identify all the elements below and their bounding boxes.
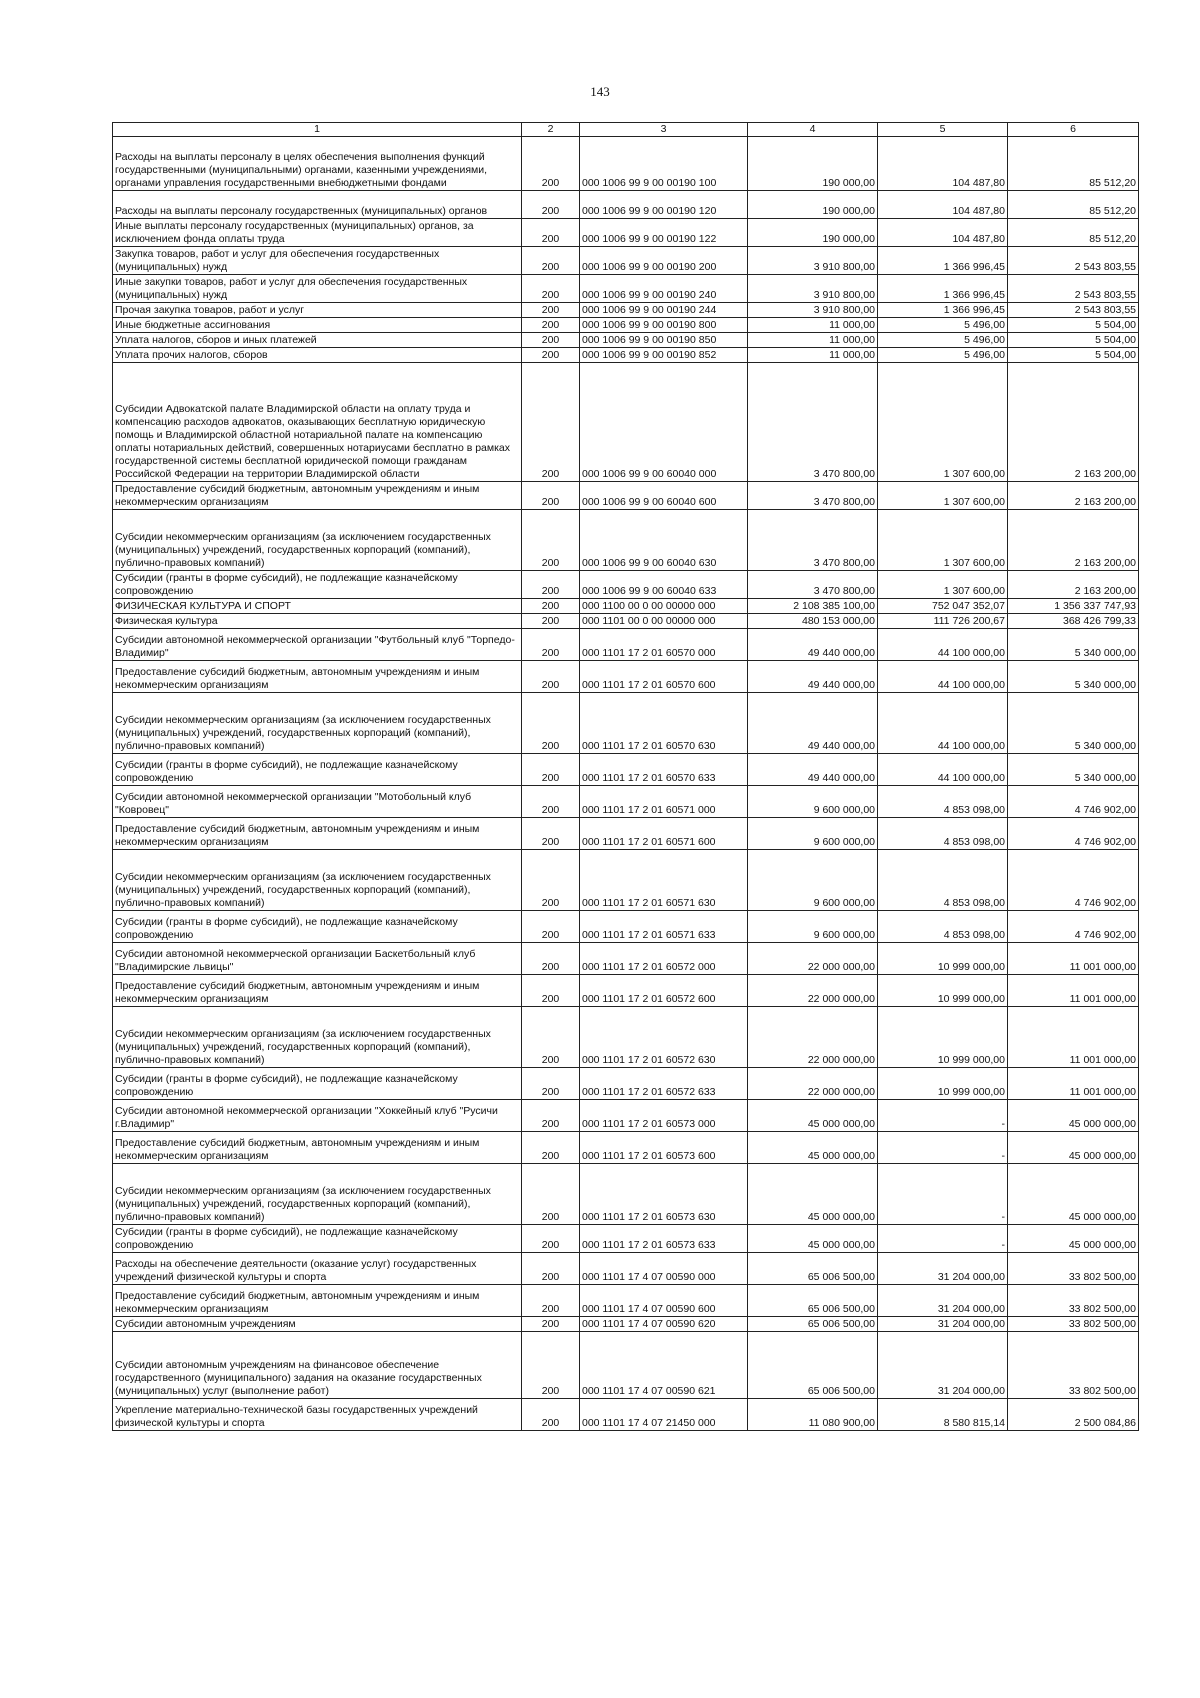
row-approved-amount-cell: 65 006 500,00 — [748, 1285, 878, 1317]
row-executed-amount-cell: 31 204 000,00 — [878, 1285, 1008, 1317]
table-row — [113, 275, 1139, 303]
table-row — [113, 1100, 1139, 1132]
table-row — [113, 661, 1139, 693]
table-row — [113, 303, 1139, 318]
row-executed-amount-cell: 44 100 000,00 — [878, 693, 1008, 754]
row-approved-amount-cell: 22 000 000,00 — [748, 975, 878, 1007]
row-executed-amount-cell: 111 726 200,67 — [878, 614, 1008, 629]
table-row — [113, 1399, 1139, 1431]
row-unexecuted-amount-cell: 11 001 000,00 — [1008, 1007, 1139, 1068]
row-admin-code-cell: 200 — [522, 191, 580, 219]
row-name-cell — [113, 571, 522, 599]
row-admin-code-cell: 200 — [522, 348, 580, 363]
row-admin-code-cell: 200 — [522, 1399, 580, 1431]
row-name-cell — [113, 482, 522, 510]
row-name-cell — [113, 363, 522, 482]
row-name-cell — [113, 219, 522, 247]
row-name-cell — [113, 1253, 522, 1285]
row-name-text: Уплата налогов, сборов и иных платежей — [115, 334, 317, 346]
row-name-cell — [113, 1100, 522, 1132]
row-approved-amount-cell: 3 470 800,00 — [748, 363, 878, 482]
row-name-text: Субсидии (гранты в форме субсидий), не подлежащие казначейскому сопровождению — [115, 916, 458, 941]
row-name-cell — [113, 599, 522, 614]
table-row — [113, 1317, 1139, 1332]
row-budget-code-cell: 000 1101 17 2 01 60571 633 — [580, 911, 748, 943]
row-approved-amount-cell: 9 600 000,00 — [748, 818, 878, 850]
row-executed-amount-cell: 44 100 000,00 — [878, 661, 1008, 693]
row-name-cell — [113, 1132, 522, 1164]
row-name-cell — [113, 1317, 522, 1332]
row-approved-amount-cell: 11 000,00 — [748, 318, 878, 333]
row-approved-amount-cell: 9 600 000,00 — [748, 786, 878, 818]
table-row — [113, 318, 1139, 333]
column-header-3: 3 — [580, 123, 748, 137]
table-row — [113, 975, 1139, 1007]
row-approved-amount-cell: 22 000 000,00 — [748, 1068, 878, 1100]
row-admin-code-cell: 200 — [522, 599, 580, 614]
table-row — [113, 1007, 1139, 1068]
row-name-text: Закупка товаров, работ и услуг для обеспечения государственных (муниципальных) нужд — [115, 248, 440, 273]
table-row — [113, 348, 1139, 363]
row-admin-code-cell: 200 — [522, 1164, 580, 1225]
row-name-text: Субсидии (гранты в форме субсидий), не подлежащие казначейскому сопровождению — [115, 1226, 458, 1251]
row-unexecuted-amount-cell: 2 500 084,86 — [1008, 1399, 1139, 1431]
row-name-text: Предоставление субсидий бюджетным, автономным учреждениям и иным некоммерческим организациям — [115, 483, 480, 508]
row-name-cell — [113, 818, 522, 850]
row-unexecuted-amount-cell: 2 543 803,55 — [1008, 275, 1139, 303]
row-admin-code-cell: 200 — [522, 943, 580, 975]
row-unexecuted-amount-cell: 33 802 500,00 — [1008, 1253, 1139, 1285]
row-unexecuted-amount-cell: 33 802 500,00 — [1008, 1285, 1139, 1317]
row-budget-code-cell: 000 1101 17 4 07 00590 600 — [580, 1285, 748, 1317]
table-row — [113, 137, 1139, 191]
row-name-cell — [113, 614, 522, 629]
row-budget-code-cell: 000 1101 17 2 01 60572 630 — [580, 1007, 748, 1068]
column-header-2: 2 — [522, 123, 580, 137]
row-admin-code-cell: 200 — [522, 1068, 580, 1100]
row-name-text: Уплата прочих налогов, сборов — [115, 349, 268, 361]
row-name-cell — [113, 348, 522, 363]
row-approved-amount-cell: 49 440 000,00 — [748, 754, 878, 786]
row-executed-amount-cell: 10 999 000,00 — [878, 1007, 1008, 1068]
row-admin-code-cell: 200 — [522, 1132, 580, 1164]
row-executed-amount-cell: 31 204 000,00 — [878, 1332, 1008, 1399]
row-name-text: Предоставление субсидий бюджетным, автономным учреждениям и иным некоммерческим организациям — [115, 1290, 480, 1315]
row-approved-amount-cell: 3 470 800,00 — [748, 482, 878, 510]
row-admin-code-cell: 200 — [522, 247, 580, 275]
row-unexecuted-amount-cell: 5 504,00 — [1008, 318, 1139, 333]
row-name-text: Расходы на выплаты персоналу государственных (муниципальных) органов — [115, 205, 488, 217]
row-approved-amount-cell: 65 006 500,00 — [748, 1317, 878, 1332]
table-row — [113, 510, 1139, 571]
row-approved-amount-cell: 45 000 000,00 — [748, 1132, 878, 1164]
row-name-cell — [113, 1007, 522, 1068]
row-budget-code-cell: 000 1101 17 2 01 60571 630 — [580, 850, 748, 911]
row-unexecuted-amount-cell: 45 000 000,00 — [1008, 1100, 1139, 1132]
row-executed-amount-cell: 104 487,80 — [878, 191, 1008, 219]
table-row — [113, 247, 1139, 275]
row-name-cell — [113, 786, 522, 818]
table-row — [113, 1132, 1139, 1164]
row-unexecuted-amount-cell: 5 504,00 — [1008, 333, 1139, 348]
table-row — [113, 629, 1139, 661]
row-name-cell — [113, 303, 522, 318]
table-row — [113, 943, 1139, 975]
row-admin-code-cell: 200 — [522, 1100, 580, 1132]
row-admin-code-cell: 200 — [522, 318, 580, 333]
table-row — [113, 850, 1139, 911]
row-budget-code-cell: 000 1006 99 9 00 60040 600 — [580, 482, 748, 510]
row-approved-amount-cell: 190 000,00 — [748, 137, 878, 191]
row-budget-code-cell: 000 1006 99 9 00 60040 630 — [580, 510, 748, 571]
row-approved-amount-cell: 3 910 800,00 — [748, 275, 878, 303]
row-name-text: Прочая закупка товаров, работ и услуг — [115, 304, 305, 316]
row-executed-amount-cell: 1 366 996,45 — [878, 275, 1008, 303]
row-admin-code-cell: 200 — [522, 510, 580, 571]
row-admin-code-cell: 200 — [522, 1007, 580, 1068]
row-approved-amount-cell: 45 000 000,00 — [748, 1164, 878, 1225]
column-header-4: 4 — [748, 123, 878, 137]
row-executed-amount-cell: 1 307 600,00 — [878, 571, 1008, 599]
row-approved-amount-cell: 190 000,00 — [748, 219, 878, 247]
row-name-text: Физическая культура — [115, 615, 218, 627]
row-unexecuted-amount-cell: 2 163 200,00 — [1008, 571, 1139, 599]
row-budget-code-cell: 000 1101 17 2 01 60571 600 — [580, 818, 748, 850]
row-budget-code-cell: 000 1101 17 4 07 00590 000 — [580, 1253, 748, 1285]
row-approved-amount-cell: 480 153 000,00 — [748, 614, 878, 629]
row-budget-code-cell: 000 1006 99 9 00 60040 633 — [580, 571, 748, 599]
row-budget-code-cell: 000 1101 17 2 01 60570 633 — [580, 754, 748, 786]
row-unexecuted-amount-cell: 5 340 000,00 — [1008, 693, 1139, 754]
row-name-text: Субсидии некоммерческим организациям (за исключением государственных (муниципальных) учреждений, государственных корпораций (компаний), публично-правовых компаний) — [115, 714, 491, 752]
row-admin-code-cell: 200 — [522, 1332, 580, 1399]
table-row — [113, 599, 1139, 614]
row-name-cell — [113, 1068, 522, 1100]
row-name-text: Предоставление субсидий бюджетным, автономным учреждениям и иным некоммерческим организациям — [115, 666, 480, 691]
row-name-text: Субсидии (гранты в форме субсидий), не подлежащие казначейскому сопровождению — [115, 572, 458, 597]
row-unexecuted-amount-cell: 1 356 337 747,93 — [1008, 599, 1139, 614]
page-number: 143 — [590, 84, 610, 99]
row-budget-code-cell: 000 1006 99 9 00 60040 000 — [580, 363, 748, 482]
row-unexecuted-amount-cell: 45 000 000,00 — [1008, 1225, 1139, 1253]
row-name-text: Иные выплаты персоналу государственных (муниципальных) органов, за исключением фонда оплаты труда — [115, 220, 474, 245]
row-budget-code-cell: 000 1006 99 9 00 00190 240 — [580, 275, 748, 303]
row-unexecuted-amount-cell: 4 746 902,00 — [1008, 786, 1139, 818]
row-name-cell — [113, 943, 522, 975]
row-admin-code-cell: 200 — [522, 1285, 580, 1317]
table-row — [113, 191, 1139, 219]
row-admin-code-cell: 200 — [522, 363, 580, 482]
row-budget-code-cell: 000 1101 17 2 01 60572 633 — [580, 1068, 748, 1100]
row-budget-code-cell: 000 1101 17 2 01 60572 600 — [580, 975, 748, 1007]
row-name-text: Укрепление материально-технической базы государственных учреждений физической культуры и спорта — [115, 1404, 478, 1429]
row-unexecuted-amount-cell: 33 802 500,00 — [1008, 1332, 1139, 1399]
row-admin-code-cell: 200 — [522, 1317, 580, 1332]
row-approved-amount-cell: 11 080 900,00 — [748, 1399, 878, 1431]
row-executed-amount-cell: 10 999 000,00 — [878, 1068, 1008, 1100]
row-name-text: Субсидии автономной некоммерческой организации "Хоккейный клуб "Русичи г.Владимир" — [115, 1105, 498, 1130]
row-name-cell — [113, 693, 522, 754]
row-name-text: Предоставление субсидий бюджетным, автономным учреждениям и иным некоммерческим организациям — [115, 823, 480, 848]
row-approved-amount-cell: 65 006 500,00 — [748, 1332, 878, 1399]
row-unexecuted-amount-cell: 368 426 799,33 — [1008, 614, 1139, 629]
row-budget-code-cell: 000 1101 17 2 01 60573 600 — [580, 1132, 748, 1164]
row-executed-amount-cell: 1 366 996,45 — [878, 247, 1008, 275]
row-admin-code-cell: 200 — [522, 219, 580, 247]
row-budget-code-cell: 000 1101 00 0 00 00000 000 — [580, 614, 748, 629]
row-name-cell — [113, 510, 522, 571]
row-unexecuted-amount-cell: 85 512,20 — [1008, 191, 1139, 219]
row-name-cell — [113, 1399, 522, 1431]
row-executed-amount-cell: 1 307 600,00 — [878, 482, 1008, 510]
row-approved-amount-cell: 65 006 500,00 — [748, 1253, 878, 1285]
row-budget-code-cell: 000 1101 17 2 01 60570 000 — [580, 629, 748, 661]
row-approved-amount-cell: 9 600 000,00 — [748, 911, 878, 943]
row-name-cell — [113, 754, 522, 786]
row-admin-code-cell: 200 — [522, 614, 580, 629]
row-name-text: Субсидии Адвокатской палате Владимирской области на оплату труда и компенсацию расходов адвокатов, оказывающих бесплатную юридическую помощь и Владимирской областной нотариальной палате на компенсацию оплаты нотариальных действий, совершенных нотариусами бесплатно в рамках государственной системы бесплатной юридической помощи гражданам Российской Федерации на территории Владимирской области — [115, 403, 511, 480]
row-approved-amount-cell: 49 440 000,00 — [748, 629, 878, 661]
row-executed-amount-cell: 8 580 815,14 — [878, 1399, 1008, 1431]
row-name-cell — [113, 911, 522, 943]
row-approved-amount-cell: 3 910 800,00 — [748, 247, 878, 275]
row-executed-amount-cell: 10 999 000,00 — [878, 975, 1008, 1007]
row-admin-code-cell: 200 — [522, 850, 580, 911]
row-unexecuted-amount-cell: 2 543 803,55 — [1008, 247, 1139, 275]
row-executed-amount-cell: 5 496,00 — [878, 348, 1008, 363]
row-unexecuted-amount-cell: 85 512,20 — [1008, 219, 1139, 247]
row-unexecuted-amount-cell: 4 746 902,00 — [1008, 818, 1139, 850]
table-row — [113, 1068, 1139, 1100]
table-row — [113, 693, 1139, 754]
row-approved-amount-cell: 45 000 000,00 — [748, 1225, 878, 1253]
row-executed-amount-cell: 31 204 000,00 — [878, 1317, 1008, 1332]
row-unexecuted-amount-cell: 2 163 200,00 — [1008, 363, 1139, 482]
row-executed-amount-cell: 10 999 000,00 — [878, 943, 1008, 975]
row-executed-amount-cell: - — [878, 1100, 1008, 1132]
row-budget-code-cell: 000 1101 17 2 01 60572 000 — [580, 943, 748, 975]
row-name-text: Субсидии некоммерческим организациям (за исключением государственных (муниципальных) учреждений, государственных корпораций (компаний), публично-правовых компаний) — [115, 1028, 491, 1066]
row-budget-code-cell: 000 1006 99 9 00 00190 100 — [580, 137, 748, 191]
row-approved-amount-cell: 22 000 000,00 — [748, 1007, 878, 1068]
row-unexecuted-amount-cell: 4 746 902,00 — [1008, 850, 1139, 911]
row-approved-amount-cell: 3 910 800,00 — [748, 303, 878, 318]
row-admin-code-cell: 200 — [522, 303, 580, 318]
row-name-text: Субсидии (гранты в форме субсидий), не подлежащие казначейскому сопровождению — [115, 1073, 458, 1098]
column-number-row — [113, 123, 1139, 137]
row-budget-code-cell: 000 1006 99 9 00 00190 122 — [580, 219, 748, 247]
row-name-text: ФИЗИЧЕСКАЯ КУЛЬТУРА И СПОРТ — [115, 600, 291, 612]
row-admin-code-cell: 200 — [522, 571, 580, 599]
table-row — [113, 482, 1139, 510]
row-admin-code-cell: 200 — [522, 786, 580, 818]
row-executed-amount-cell: - — [878, 1132, 1008, 1164]
table-row — [113, 1253, 1139, 1285]
row-admin-code-cell: 200 — [522, 1225, 580, 1253]
column-header-1: 1 — [113, 123, 522, 137]
row-unexecuted-amount-cell: 5 340 000,00 — [1008, 661, 1139, 693]
row-executed-amount-cell: 1 366 996,45 — [878, 303, 1008, 318]
row-executed-amount-cell: 752 047 352,07 — [878, 599, 1008, 614]
row-admin-code-cell: 200 — [522, 975, 580, 1007]
row-budget-code-cell: 000 1006 99 9 00 00190 800 — [580, 318, 748, 333]
row-admin-code-cell: 200 — [522, 911, 580, 943]
row-executed-amount-cell: 1 307 600,00 — [878, 510, 1008, 571]
row-executed-amount-cell: 5 496,00 — [878, 318, 1008, 333]
row-name-text: Субсидии (гранты в форме субсидий), не подлежащие казначейскому сопровождению — [115, 759, 458, 784]
row-approved-amount-cell: 190 000,00 — [748, 191, 878, 219]
row-admin-code-cell: 200 — [522, 661, 580, 693]
row-approved-amount-cell: 3 470 800,00 — [748, 571, 878, 599]
budget-table — [112, 122, 1139, 1431]
row-unexecuted-amount-cell: 5 504,00 — [1008, 348, 1139, 363]
row-executed-amount-cell: 5 496,00 — [878, 333, 1008, 348]
row-approved-amount-cell: 45 000 000,00 — [748, 1100, 878, 1132]
row-budget-code-cell: 000 1101 17 2 01 60570 600 — [580, 661, 748, 693]
row-admin-code-cell: 200 — [522, 482, 580, 510]
table-row — [113, 333, 1139, 348]
table-row — [113, 363, 1139, 482]
row-budget-code-cell: 000 1101 17 2 01 60573 000 — [580, 1100, 748, 1132]
row-admin-code-cell: 200 — [522, 137, 580, 191]
row-name-text: Субсидии некоммерческим организациям (за исключением государственных (муниципальных) учреждений, государственных корпораций (компаний), публично-правовых компаний) — [115, 1185, 491, 1223]
row-name-text: Предоставление субсидий бюджетным, автономным учреждениям и иным некоммерческим организациям — [115, 980, 480, 1005]
row-approved-amount-cell: 11 000,00 — [748, 348, 878, 363]
row-unexecuted-amount-cell: 5 340 000,00 — [1008, 754, 1139, 786]
row-approved-amount-cell: 3 470 800,00 — [748, 510, 878, 571]
row-name-cell — [113, 247, 522, 275]
row-admin-code-cell: 200 — [522, 275, 580, 303]
row-name-cell — [113, 137, 522, 191]
row-name-text: Субсидии автономной некоммерческой организации Баскетбольный клуб "Владимирские львицы" — [115, 948, 476, 973]
row-unexecuted-amount-cell: 2 163 200,00 — [1008, 510, 1139, 571]
row-unexecuted-amount-cell: 11 001 000,00 — [1008, 1068, 1139, 1100]
row-name-text: Субсидии некоммерческим организациям (за исключением государственных (муниципальных) учреждений, государственных корпораций (компаний), публично-правовых компаний) — [115, 871, 491, 909]
row-unexecuted-amount-cell: 2 543 803,55 — [1008, 303, 1139, 318]
row-executed-amount-cell: 104 487,80 — [878, 137, 1008, 191]
row-admin-code-cell: 200 — [522, 818, 580, 850]
table-row — [113, 614, 1139, 629]
row-name-cell — [113, 191, 522, 219]
row-budget-code-cell: 000 1101 17 4 07 21450 000 — [580, 1399, 748, 1431]
row-unexecuted-amount-cell: 4 746 902,00 — [1008, 911, 1139, 943]
table-row — [113, 818, 1139, 850]
row-executed-amount-cell: 104 487,80 — [878, 219, 1008, 247]
row-executed-amount-cell: - — [878, 1164, 1008, 1225]
row-budget-code-cell: 000 1101 17 4 07 00590 621 — [580, 1332, 748, 1399]
row-approved-amount-cell: 49 440 000,00 — [748, 661, 878, 693]
row-executed-amount-cell: - — [878, 1225, 1008, 1253]
row-budget-code-cell: 000 1006 99 9 00 00190 244 — [580, 303, 748, 318]
column-header-5: 5 — [878, 123, 1008, 137]
row-name-cell — [113, 1225, 522, 1253]
row-budget-code-cell: 000 1006 99 9 00 00190 200 — [580, 247, 748, 275]
row-name-cell — [113, 275, 522, 303]
column-header-6: 6 — [1008, 123, 1139, 137]
row-approved-amount-cell: 9 600 000,00 — [748, 850, 878, 911]
row-unexecuted-amount-cell: 5 340 000,00 — [1008, 629, 1139, 661]
row-name-text: Предоставление субсидий бюджетным, автономным учреждениям и иным некоммерческим организациям — [115, 1137, 480, 1162]
row-budget-code-cell: 000 1101 17 4 07 00590 620 — [580, 1317, 748, 1332]
row-budget-code-cell: 000 1101 17 2 01 60571 000 — [580, 786, 748, 818]
table-row — [113, 1285, 1139, 1317]
row-executed-amount-cell: 4 853 098,00 — [878, 786, 1008, 818]
row-name-cell — [113, 1285, 522, 1317]
table-row — [113, 1164, 1139, 1225]
row-budget-code-cell: 000 1101 17 2 01 60570 630 — [580, 693, 748, 754]
row-executed-amount-cell: 44 100 000,00 — [878, 629, 1008, 661]
table-body — [113, 137, 1139, 1431]
table-row — [113, 219, 1139, 247]
table-row — [113, 571, 1139, 599]
row-executed-amount-cell: 44 100 000,00 — [878, 754, 1008, 786]
row-name-text: Субсидии автономной некоммерческой организации "Футбольный клуб "Торпедо-Владимир" — [115, 634, 515, 659]
row-name-text: Субсидии автономным учреждениям — [115, 1318, 296, 1330]
row-name-text: Субсидии автономным учреждениям на финансовое обеспечение государственного (муниципального) задания на оказание государственных (муниципальных) услуг (выполнение работ) — [115, 1359, 482, 1397]
row-approved-amount-cell: 22 000 000,00 — [748, 943, 878, 975]
row-budget-code-cell: 000 1100 00 0 00 00000 000 — [580, 599, 748, 614]
row-name-text: Расходы на выплаты персоналу в целях обеспечения выполнения функций государственными (муниципальными) органами, казенными учреждениями, органами управления государственными внебюджетными фондами — [115, 151, 488, 189]
row-admin-code-cell: 200 — [522, 629, 580, 661]
row-name-cell — [113, 1164, 522, 1225]
table-row — [113, 1225, 1139, 1253]
row-admin-code-cell: 200 — [522, 333, 580, 348]
row-unexecuted-amount-cell: 11 001 000,00 — [1008, 975, 1139, 1007]
row-name-cell — [113, 661, 522, 693]
row-name-text: Иные закупки товаров, работ и услуг для обеспечения государственных (муниципальных) нужд — [115, 276, 468, 301]
row-unexecuted-amount-cell: 45 000 000,00 — [1008, 1164, 1139, 1225]
row-admin-code-cell: 200 — [522, 693, 580, 754]
row-budget-code-cell: 000 1101 17 2 01 60573 633 — [580, 1225, 748, 1253]
row-unexecuted-amount-cell: 85 512,20 — [1008, 137, 1139, 191]
row-approved-amount-cell: 2 108 385 100,00 — [748, 599, 878, 614]
row-budget-code-cell: 000 1006 99 9 00 00190 852 — [580, 348, 748, 363]
table-row — [113, 754, 1139, 786]
row-executed-amount-cell: 4 853 098,00 — [878, 818, 1008, 850]
row-name-cell — [113, 975, 522, 1007]
table-row — [113, 911, 1139, 943]
row-name-text: Субсидии некоммерческим организациям (за исключением государственных (муниципальных) учреждений, государственных корпораций (компаний), публично-правовых компаний) — [115, 531, 491, 569]
table-row — [113, 1332, 1139, 1399]
row-unexecuted-amount-cell: 33 802 500,00 — [1008, 1317, 1139, 1332]
row-approved-amount-cell: 49 440 000,00 — [748, 693, 878, 754]
row-budget-code-cell: 000 1006 99 9 00 00190 850 — [580, 333, 748, 348]
row-admin-code-cell: 200 — [522, 1253, 580, 1285]
row-name-text: Расходы на обеспечение деятельности (оказание услуг) государственных учреждений физической культуры и спорта — [115, 1258, 477, 1283]
row-unexecuted-amount-cell: 2 163 200,00 — [1008, 482, 1139, 510]
table-row — [113, 786, 1139, 818]
row-name-cell — [113, 1332, 522, 1399]
row-budget-code-cell: 000 1006 99 9 00 00190 120 — [580, 191, 748, 219]
row-executed-amount-cell: 1 307 600,00 — [878, 363, 1008, 482]
row-unexecuted-amount-cell: 45 000 000,00 — [1008, 1132, 1139, 1164]
row-name-text: Иные бюджетные ассигнования — [115, 319, 271, 331]
row-unexecuted-amount-cell: 11 001 000,00 — [1008, 943, 1139, 975]
row-budget-code-cell: 000 1101 17 2 01 60573 630 — [580, 1164, 748, 1225]
row-executed-amount-cell: 31 204 000,00 — [878, 1253, 1008, 1285]
row-approved-amount-cell: 11 000,00 — [748, 333, 878, 348]
row-name-cell — [113, 318, 522, 333]
row-executed-amount-cell: 4 853 098,00 — [878, 850, 1008, 911]
row-name-text: Субсидии автономной некоммерческой организации "Мотобольный клуб "Ковровец" — [115, 791, 472, 816]
row-name-cell — [113, 629, 522, 661]
row-name-cell — [113, 333, 522, 348]
row-admin-code-cell: 200 — [522, 754, 580, 786]
row-executed-amount-cell: 4 853 098,00 — [878, 911, 1008, 943]
row-name-cell — [113, 850, 522, 911]
